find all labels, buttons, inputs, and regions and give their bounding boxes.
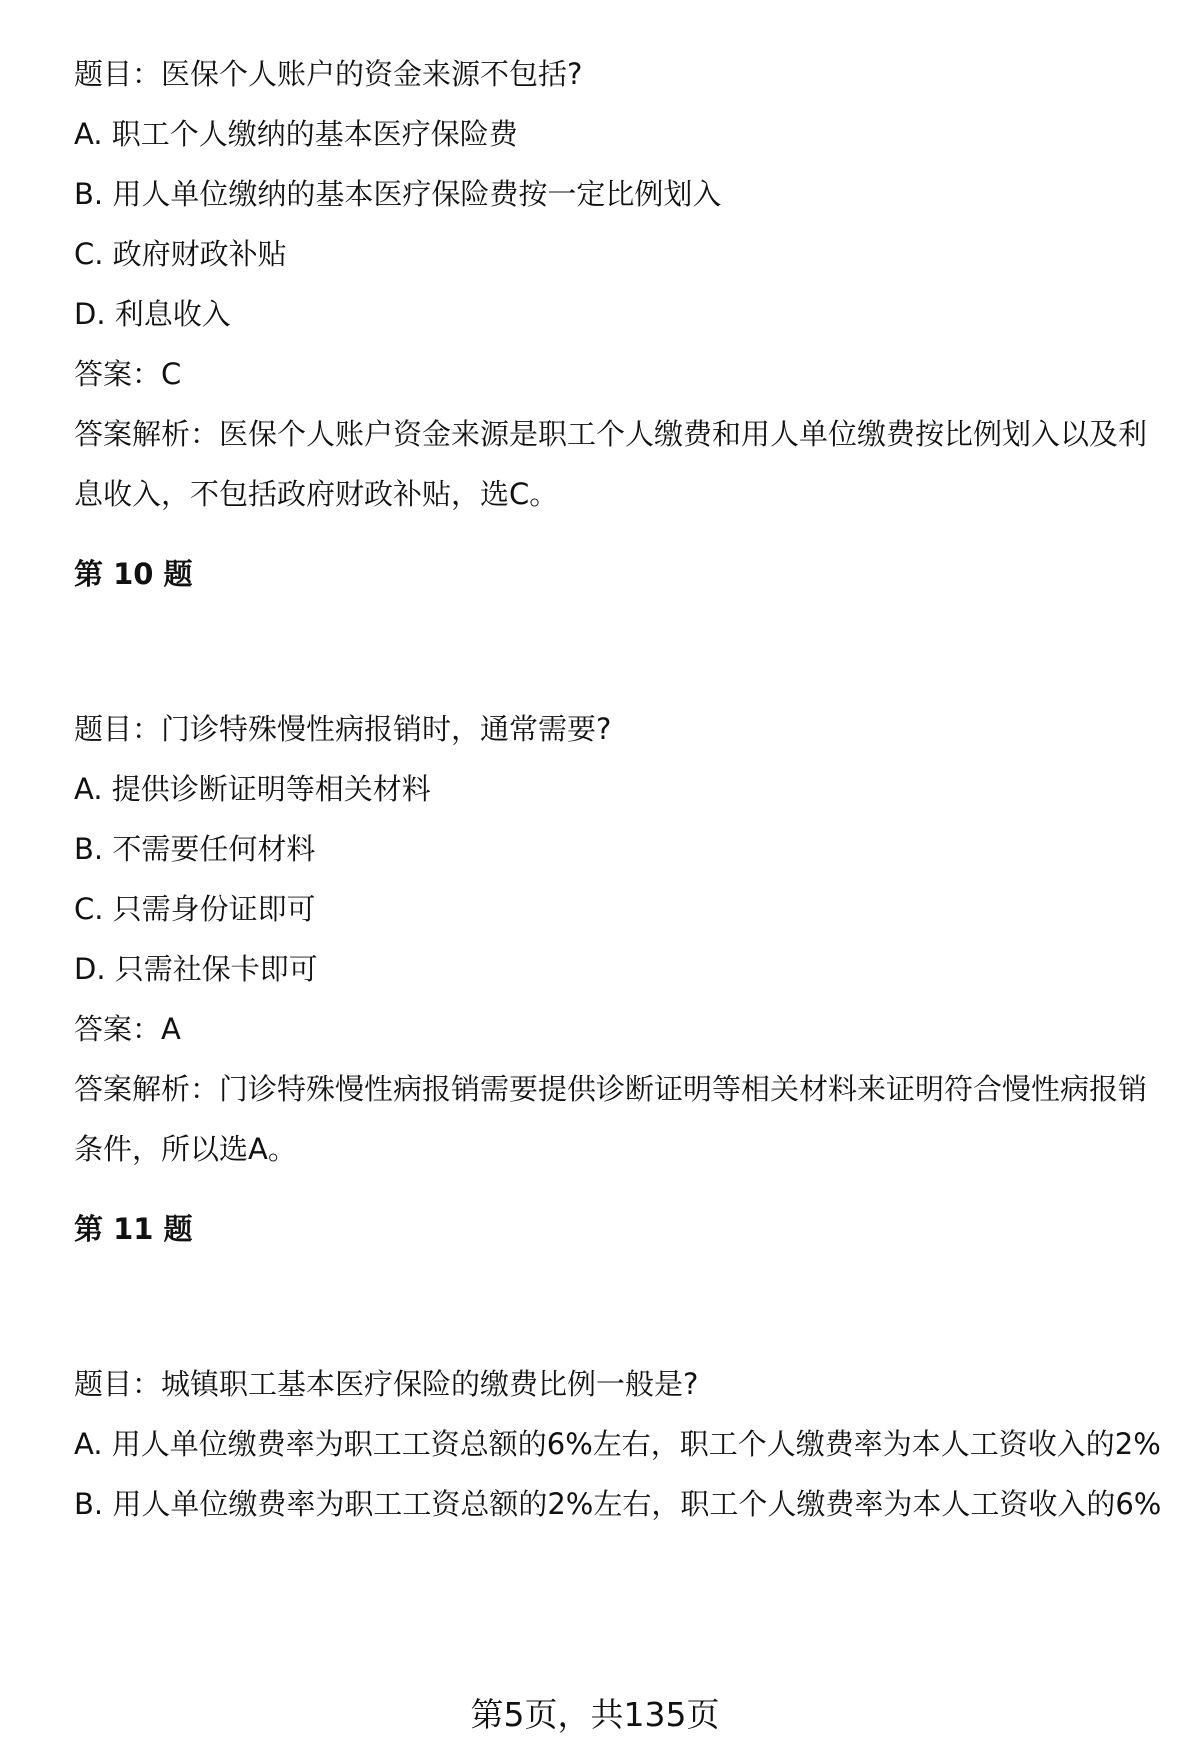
option-b: B. 不需要任何材料 — [74, 832, 316, 866]
option-b: B. 用人单位缴纳的基本医疗保险费按一定比例划入 — [74, 177, 722, 211]
question-text: 题目：城镇职工基本医疗保险的缴费比例一般是? — [74, 1367, 699, 1401]
option-a: A. 用人单位缴费率为职工工资总额的6%左右，职工个人缴费率为本人工资收入的2% — [74, 1427, 1161, 1461]
answer-explanation: 答案解析：门诊特殊慢性病报销需要提供诊断证明等相关材料来证明符合慢性病报销条件，所以选A。 — [74, 1072, 1148, 1166]
question-text: 题目：医保个人账户的资金来源不包括? — [74, 57, 583, 91]
option-b: B. 用人单位缴费率为职工工资总额的2%左右，职工个人缴费率为本人工资收入的6% — [74, 1487, 1162, 1521]
option-a: A. 提供诊断证明等相关材料 — [74, 772, 431, 806]
option-a: A. 职工个人缴纳的基本医疗保险费 — [74, 117, 518, 151]
page-number-footer: 第5页，共135页 — [470, 1695, 720, 1734]
question-text: 题目：门诊特殊慢性病报销时，通常需要? — [74, 712, 612, 746]
option-d: D. 利息收入 — [74, 297, 231, 331]
page-content — [74, 44, 1164, 1534]
answer-explanation: 答案解析：医保个人账户资金来源是职工个人缴费和用人单位缴费按比例划入以及利息收入，不包括政府财政补贴，选C。 — [74, 417, 1148, 511]
option-d: D. 只需社保卡即可 — [74, 952, 318, 986]
option-c: C. 政府财政补贴 — [74, 237, 287, 271]
question-heading: 第 11 题 — [74, 1212, 193, 1246]
question-heading: 第 10 题 — [74, 557, 193, 591]
option-c: C. 只需身份证即可 — [74, 892, 316, 926]
answer-text: 答案：C — [74, 357, 182, 391]
answer-text: 答案：A — [74, 1012, 181, 1046]
